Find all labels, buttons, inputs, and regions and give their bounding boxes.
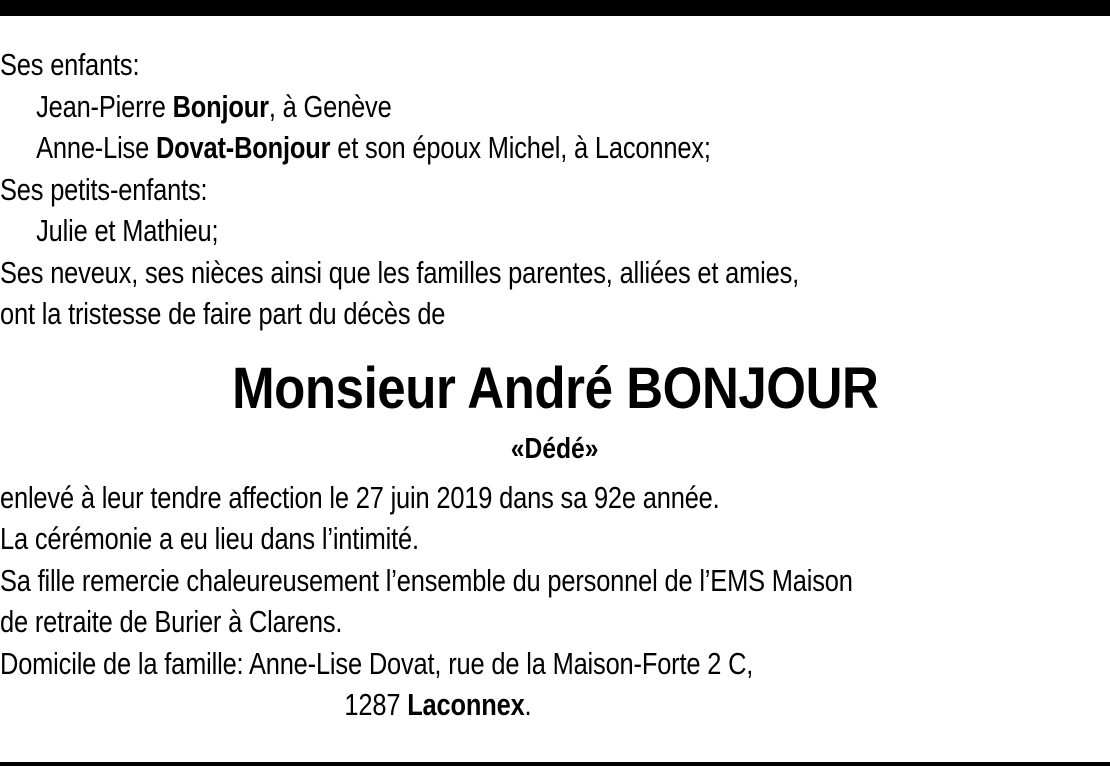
relatives-line-1: Ses neveux, ses nièces ainsi que les familles parentes, alliées et amies, (0, 254, 800, 290)
child-2-location: et son époux Michel, à Laconnex; (330, 130, 711, 165)
deceased-name-text: Monsieur André BONJOUR (231, 355, 879, 421)
address-line-1: Domicile de la famille: Anne-Lise Dovat, rue de la Maison-Forte 2 C, (0, 645, 754, 681)
deceased-nickname-text: «Dédé» (511, 432, 599, 465)
child-line-1 (0, 86, 910, 128)
child-2-surname: Dovat-Bonjour (155, 130, 331, 165)
address-city: Laconnex (407, 687, 525, 722)
child-line-2 (0, 127, 910, 169)
child-1-surname: Bonjour (172, 88, 269, 124)
body-line-1: enlevé à leur tendre affection le 27 juin 2019 dans sa 92e année. (0, 479, 720, 515)
deceased-nickname (0, 429, 1110, 469)
child-2-first-name: Anne-Lise (36, 130, 156, 165)
children-heading: Ses enfants: (0, 47, 140, 82)
body-line-2: La cérémonie a eu lieu dans l’intimité. (0, 521, 419, 556)
address-line-2 (0, 684, 910, 726)
child-1-location: , à Genève (268, 88, 392, 124)
grandchildren-names: Julie et Mathieu; (36, 213, 219, 248)
address-postcode: 1287 (344, 687, 408, 722)
body-line-4: de retraite de Burier à Clarens. (0, 604, 343, 639)
relatives-line-2: ont la tristesse de faire part du décès de (0, 296, 446, 331)
bottom-rule (0, 762, 1110, 766)
child-1-first-name: Jean-Pierre (36, 88, 173, 124)
body-line-3: Sa fille remercie chaleureusement l’ensemble du personnel de l’EMS Maison (0, 562, 853, 598)
top-rule (0, 0, 1110, 16)
grandchildren-heading: Ses petits-enfants: (0, 171, 208, 207)
obituary-notice (0, 44, 1110, 726)
deceased-name (0, 349, 1110, 429)
deceased-name-block (0, 349, 1110, 469)
address-end: . (524, 687, 532, 722)
